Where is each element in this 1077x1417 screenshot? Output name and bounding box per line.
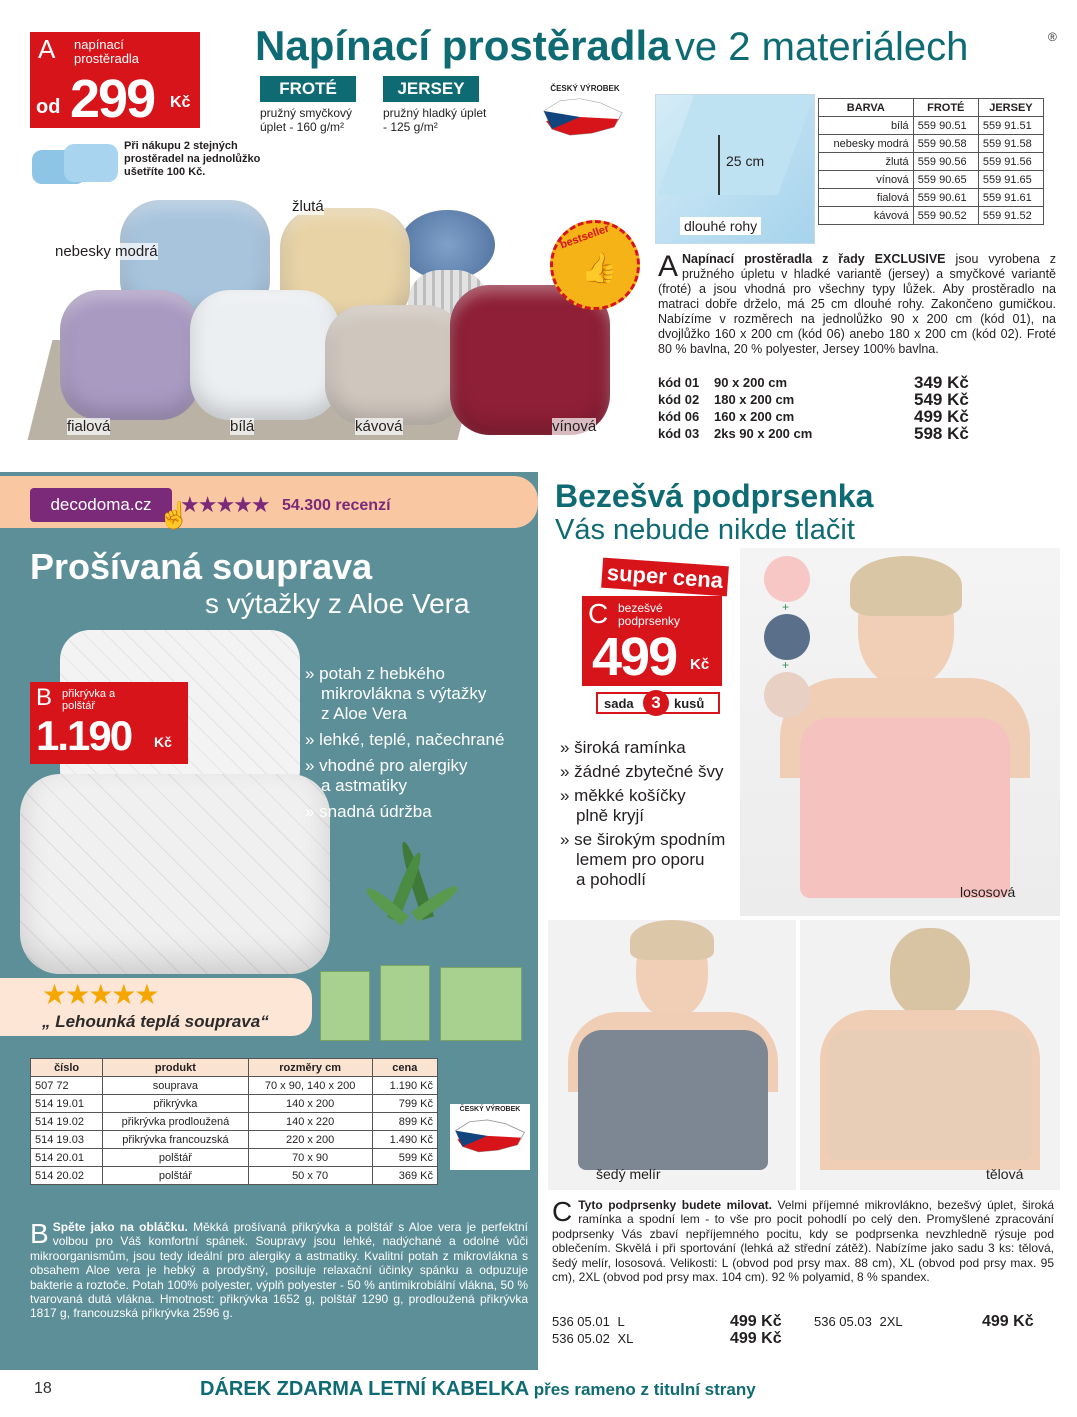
table-cell: 559 91.65 [978,171,1043,189]
sheets-product-image [30,190,630,460]
table-cell: 140 x 220 [248,1113,372,1131]
sheet-color-table [818,98,1044,225]
bra-title: Bezešvá podprsenka [555,478,874,514]
set-unit: kusů [674,696,705,711]
badge-letter: C [588,598,609,629]
size-icons [320,965,530,1045]
feature-line: mikrovlákna s výtažky [321,684,487,703]
thumbs-up-icon: 👍 [581,252,619,285]
roll-purple [60,290,200,420]
table-header: JERSEY [978,99,1043,117]
fitted-sheet-corner [655,94,815,244]
price-code: 536 05.02 [552,1331,610,1346]
set-label: sada [604,696,634,711]
table-cell: 559 90.61 [913,189,978,207]
price-badge-a [30,32,200,128]
table-row [31,1077,438,1095]
desc-letter: C [552,1196,573,1227]
price-code: kód 03 [658,426,700,441]
feature-line: plně kryjí [576,806,645,825]
badge-price: 299 [70,69,155,129]
footer-bold: DÁREK ZDARMA LETNÍ KABELKA [200,1378,530,1400]
table-cell: 559 91.52 [978,207,1043,225]
super-price-tag: super cena [601,558,729,597]
roll-white [190,290,340,420]
desc-text: jsou vyrobena z pružného úpletu v hladké variantě (jersey) a smyčkové variantě (froté) a jsou vhodná pro všechny typy lůžek. Aby prostěradlo na matraci dobře drželo, má 25 cm dlouhé rohy. Zakončeno gumičkou. Nabízíme v rozměrech na jednolůžko 90 x 200 cm (kód 01), na dvojlůžko 160 x 200 cm (kód 06) anebo 180 x 200 cm (kód 02). Froté 80 % bavlna, 20 % polyester, Jersey 100% bavlna. [658,252,1056,356]
bestseller-badge [550,220,640,310]
frote-tag: FROTÉ [260,76,356,102]
rating-stars: ★★★★★ [42,979,158,1010]
price-badge-c [582,596,722,686]
badge-label: přikrývka a polštář [62,688,116,712]
feature-line: a pohodlí [576,870,646,889]
table-cell: 559 90.58 [913,135,978,153]
badge-currency: Kč [170,94,191,111]
table-cell: vínová [819,171,914,189]
grey-bra [578,1030,768,1170]
table-cell: 1.190 Kč [372,1077,437,1095]
table-row [819,189,1044,207]
bra-beige-photo [800,920,1060,1190]
frote-desc: pružný smyčkový úplet - 160 g/m² [260,106,353,134]
badge-letter: B [36,684,53,711]
quilt-subtitle: s výtažky z Aloe Vera [205,588,470,619]
table-header-row [819,99,1044,117]
table-row [819,117,1044,135]
table-cell: 559 90.65 [913,171,978,189]
table-cell: polštář [103,1167,248,1185]
desc-text: Velmi příjemné mikrovlákno, bezešvý úplet, široká ramínka a spodní lem - to vše pro pocit pohodlí po celý den. Promyšlené zpracování podprsenky Vás zbaví nepříjemného pocitu, kdy se podprsenka nevzhledně rýsuje pod oblečením. Skvělá i při sportování (lehká až střední zátěž). Nabízíme jako sadu 3 ks: tělová, šedý melír, lososová. Velikosti: L (obvod pod prsy max. 88 cm), XL (obvod pod prsy max. 95 cm), 2XL (obvod pod prsy max. 104 cm). 92 % polyamid, 8 % spandex. [552,1198,1054,1285]
price-size: XL [617,1331,634,1346]
price-value: 598 Kč [914,424,969,443]
title-light: ve 2 materiálech [674,25,969,69]
color-label-nebesky: nebesky modrá [55,243,158,260]
footer-bar [0,1372,1077,1417]
price-value: 549 Kč [914,390,969,409]
footer-rest: přes rameno z titulní strany [533,1380,756,1399]
feature-line: » lehké, teplé, načechrané [305,730,505,749]
price-row [552,1331,802,1347]
model-hair [630,920,714,960]
bra-price-list [552,1314,1052,1350]
table-cell: 559 91.61 [978,189,1043,207]
swatch-salmon [764,556,810,602]
table-cell: 140 x 200 [248,1095,372,1113]
czech-label: ČESKÝ VÝROBEK [459,1106,521,1113]
bestseller-label: bestseller [558,222,611,252]
bra-description [552,1198,1054,1284]
corner-arrow [718,135,720,195]
czech-map-icon [540,93,626,139]
price-value: 499 Kč [730,1313,782,1330]
color-swatches [760,556,816,716]
set-of-three [596,692,720,714]
table-cell: 220 x 200 [248,1131,372,1149]
site-link[interactable]: decodoma.cz [30,488,172,522]
swatch-plus: + [782,600,790,614]
table-row [31,1095,438,1113]
jersey-desc: pružný hladký úplet - 125 g/m² [383,106,487,134]
color-label-fialova: fialová [67,418,111,435]
review-stars: ★★★★★ [180,492,269,517]
beige-bra [828,1030,1032,1160]
model-hair [850,556,962,616]
price-value: 499 Kč [982,1313,1034,1330]
desc-bold: Tyto podprsenky budete milovat. [578,1198,772,1212]
feature-line: » vhodné pro alergiky [305,756,468,775]
color-label-lososova: lososová [960,884,1016,900]
price-code: 536 05.03 [814,1314,872,1329]
table-row [31,1167,438,1185]
bra-subtitle: Vás nebude nikde tlačit [555,514,855,546]
feature-line: » potah z hebkého [305,664,445,683]
price-value: 499 Kč [730,1330,782,1347]
blanket-promo-icon [32,140,122,188]
price-code: 536 05.01 [552,1314,610,1329]
bra-features [560,738,780,890]
corner-caption: dlouhé rohy [680,217,761,235]
badge-currency: Kč [690,656,710,673]
table-cell: 599 Kč [372,1149,437,1167]
czech-product-mark [540,84,630,144]
price-value: 349 Kč [914,373,969,392]
table-cell: 559 91.58 [978,135,1043,153]
feature-line: » široká ramínka [560,738,686,757]
rating-quote: „ Lehounká teplá souprava“ [42,1012,269,1031]
desc-letter: B [30,1218,49,1249]
badge-currency: Kč [154,734,172,750]
table-row [31,1113,438,1131]
czech-label: ČESKÝ VÝROBEK [550,84,620,93]
price-size: 2ks 90 x 200 cm [714,426,813,441]
badge-price: 499 [592,627,677,687]
desc-bold: Spěte jako na obláčku. [52,1220,188,1234]
sheets-price-list [658,373,988,444]
color-label-kavova: kávová [355,418,403,435]
quilt-product-image [20,624,340,974]
quilt-title: Prošívaná souprava [30,546,373,587]
table-row [819,171,1044,189]
table-cell: 70 x 90, 140 x 200 [248,1077,372,1095]
table-cell: fialová [819,189,914,207]
table-cell: 559 91.56 [978,153,1043,171]
table-header: cena [372,1059,437,1077]
desc-bold: Napínací prostěradla z řady EXCLUSIVE [682,252,946,266]
table-cell: 559 91.51 [978,117,1043,135]
table-cell: bílá [819,117,914,135]
duvet [20,774,330,974]
title-bold: Napínací prostěradla [255,22,671,69]
price-code: kód 02 [658,392,700,407]
price-badge-b [30,682,188,764]
table-cell: 50 x 70 [248,1167,372,1185]
table-header-row [31,1059,438,1077]
feature-line: » měkké košíčky [560,786,686,805]
table-cell: kávová [819,207,914,225]
review-count: 54.300 recenzí [282,497,391,514]
table-cell: 559 90.52 [913,207,978,225]
swatch-grey [764,614,810,660]
swatch-beige [764,672,810,718]
table-cell: 559 90.51 [913,117,978,135]
table-row [819,207,1044,225]
jersey-tag: JERSEY [383,76,479,102]
table-cell: žlutá [819,153,914,171]
quilt-price-table [30,1058,438,1185]
color-label-telova: tělová [986,1166,1024,1182]
table-cell: 899 Kč [372,1113,437,1131]
table-cell: 514 19.01 [31,1095,103,1113]
feature-line: lemem pro oporu [576,850,705,869]
desc-text: Měkká prošívaná přikrývka a polštář s Aloe vera je perfektní volbou pro Váš komfortní spánek. Soupravy jsou lehké, nadýchané a odolné vůči mikroorganismům, jsou tedy ideální pro alergiky a astmatiky. Kvalitní potah z mikrovlákna s obsahem Aloe vera je hebký a prodyšný, posiluje relaxační účinky spánku a odpuzuje bakterie a roztoče. Potah 100% polyester, výplň polyester - 50 % antimikrobiální vlákna, 50 % tvarovaná dutá vlákna. Hmotnost: přikrývka 1652 g, polštář 1290 g, prodloužená přikrývka 1817 g, francouzská přikrývka 2596 g. [30,1220,528,1321]
table-cell: 514 20.02 [31,1167,103,1185]
color-label-bila: bílá [230,418,255,435]
price-size: L [617,1314,625,1329]
desc-letter: A [658,250,679,283]
table-cell: přikrývka prodloužená [103,1113,248,1131]
model-head-back [890,928,970,1018]
table-cell: nebesky modrá [819,135,914,153]
page-title [255,22,968,70]
corner-depth-label: 25 cm [726,153,765,169]
price-code: kód 01 [658,375,700,390]
pink-bra [800,718,1010,898]
badge-label: bezešvé podprsenky [618,601,681,628]
table-row [819,135,1044,153]
badge-price: 1.190 [36,712,132,759]
feature-line: » žádné zbytečné švy [560,762,724,781]
pointer-hand-icon: ☝ [158,500,191,530]
feature-line: a astmatiky [321,776,407,795]
table-cell: 507 72 [31,1077,103,1095]
table-cell: přikrývka [103,1095,248,1113]
table-cell: 514 20.01 [31,1149,103,1167]
table-header: BARVA [819,99,914,117]
table-cell: 1.490 Kč [372,1131,437,1149]
badge-od: od [36,96,61,118]
feature-line: » se širokým spodním [560,830,726,849]
promo-text: Při nákupu 2 stejných prostěradel na jednolůžko ušetříte 100 Kč. [124,140,261,178]
price-row [658,424,988,444]
page-number: 18 [34,1380,52,1397]
quilt-features [305,664,535,822]
table-row [31,1149,438,1167]
price-size: 180 x 200 cm [714,392,795,407]
table-header: rozměry cm [248,1059,372,1077]
trademark-mark: ® [1048,30,1057,44]
feature-line: » snadná údržba [305,802,432,821]
color-label-vinova: vínová [552,418,597,435]
czech-product-mark-b [450,1104,530,1170]
table-cell: 514 19.02 [31,1113,103,1131]
price-row [814,1314,1054,1330]
rating-panel [0,978,312,1036]
sheets-description [658,252,1056,357]
feature-line: z Aloe Vera [321,704,408,723]
table-row [31,1131,438,1149]
czech-map-icon [452,1113,528,1157]
swatch-plus: + [782,658,790,672]
badge-label: napínací prostěradla [74,37,140,66]
color-label-sedy: šedý melír [596,1166,661,1182]
table-header: FROTÉ [913,99,978,117]
table-cell: 70 x 90 [248,1149,372,1167]
price-code: kód 06 [658,409,700,424]
table-cell: polštář [103,1149,248,1167]
table-cell: přikrývka francouzská [103,1131,248,1149]
price-size: 90 x 200 cm [714,375,788,390]
table-cell: souprava [103,1077,248,1095]
set-count: 3 [643,690,669,716]
table-cell: 559 90.56 [913,153,978,171]
footer-text [200,1378,756,1401]
bra-grey-photo [548,920,796,1190]
table-cell: 369 Kč [372,1167,437,1185]
table-cell: 514 19.03 [31,1131,103,1149]
table-cell: 799 Kč [372,1095,437,1113]
price-size: 160 x 200 cm [714,409,795,424]
aloe-plant [360,840,470,930]
quilt-description [30,1220,528,1321]
badge-letter: A [38,34,56,64]
table-row [819,153,1044,171]
roll-coffee [325,305,465,425]
color-label-zluta: žlutá [292,198,324,215]
price-row [552,1314,802,1330]
price-value: 499 Kč [914,407,969,426]
price-size: 2XL [879,1314,903,1329]
table-header: produkt [103,1059,248,1077]
table-header: číslo [31,1059,103,1077]
